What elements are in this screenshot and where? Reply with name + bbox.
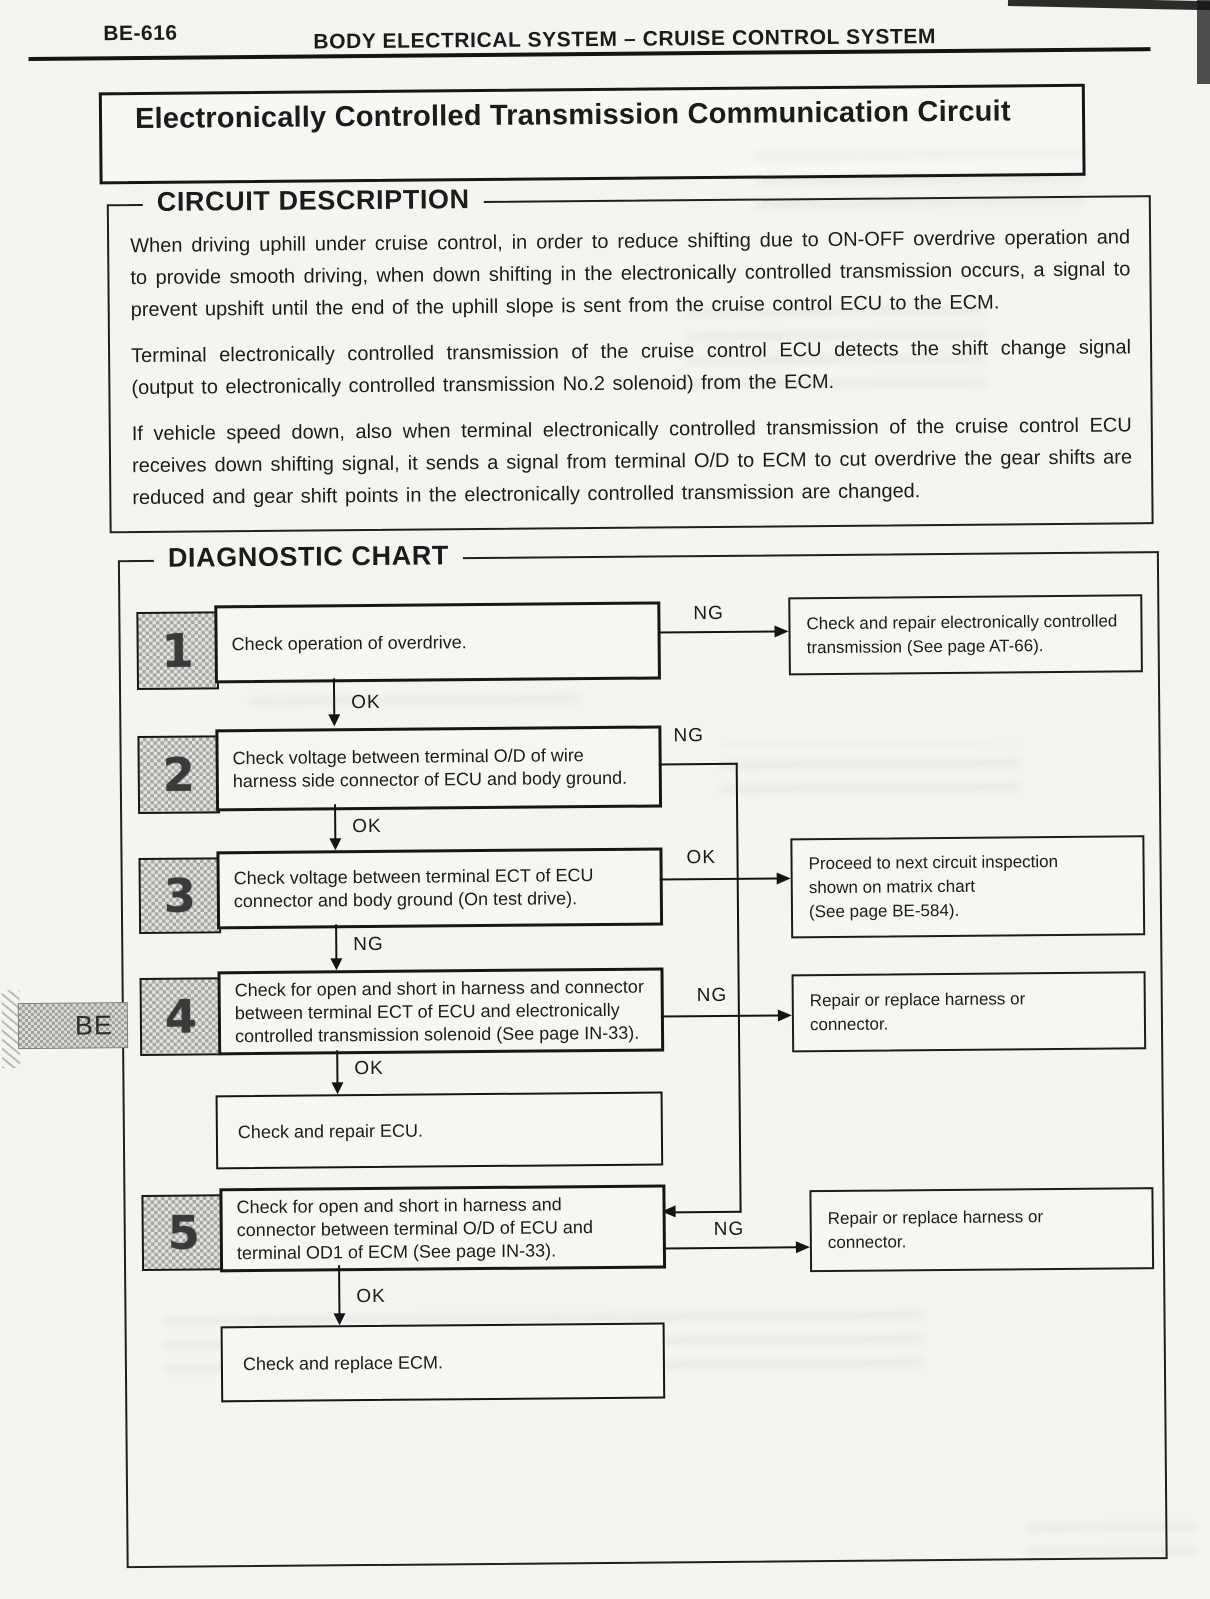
circuit-description-paragraph: When driving uphill under cruise control, in order to reduce shifting due to ON-OFF overdrive operation and to provide smooth driving, when down shifting in the electronically controlled transmission occurs, a signal to prevent upshift until the end of the uphill slope is sent from the cruise control ECU to the ECM. <box>130 226 1131 322</box>
document-title: Electronically Controlled Transmission Communication Circuit <box>134 95 1011 136</box>
step-1-text: Check operation of overdrive. <box>231 631 467 654</box>
step-1-ng-arrowhead <box>774 625 788 637</box>
step-5-ok-line <box>338 1265 340 1315</box>
step-5-ng-result-text: Repair or replace harness or connector. <box>827 1207 1044 1253</box>
diagnostic-chart-box <box>118 551 1168 1568</box>
step-1-ok-line <box>333 678 335 716</box>
step-5-ok-arrowhead <box>333 1313 345 1325</box>
step-3-ng-arrowhead <box>330 958 342 970</box>
diagnostic-chart-heading: DIAGNOSTIC CHART <box>154 540 463 574</box>
step-1-ng-label: NG <box>693 602 724 625</box>
step-3-ok-arrowhead <box>777 872 791 884</box>
step-3-text: Check voltage between terminal ECT of ECU connector and body ground (On test drive). <box>233 865 594 912</box>
step-3-ng-line <box>335 924 337 960</box>
step-1-number: 1 <box>136 611 219 690</box>
check-replace-ecm-box <box>221 1322 666 1402</box>
step-1-ok-label: OK <box>351 691 381 714</box>
step-5-text: Check for open and short in harness and connector between terminal O/D of ECU and terminal OD1 of ECM (See page IN-33). <box>236 1193 593 1263</box>
step-5-ok-label: OK <box>356 1285 386 1308</box>
page-number: BE-616 <box>103 21 178 46</box>
step-4-ng-arrowhead <box>778 1009 792 1021</box>
check-replace-ecm-text: Check and replace ECM. <box>242 1351 444 1374</box>
step-4-ng-result-text: Repair or replace harness or connector. <box>809 989 1026 1035</box>
step-4-ok-line <box>336 1050 338 1084</box>
step-1-ng-result-box <box>788 594 1143 675</box>
circuit-description-paragraph: Terminal electronically controlled transmission of the cruise control ECU detects the shift change signal (output to electronically controlled transmission No.2 solenoid) from the ECM. <box>131 336 1132 400</box>
step-3-ok-result-text: Proceed to next circuit inspection shown on matrix chart (See page BE-584). <box>808 852 1059 922</box>
step-3-number: 3 <box>138 857 221 934</box>
circuit-description-body <box>130 221 1133 528</box>
step-2-ok-line <box>334 804 336 840</box>
step-1-ok-arrowhead <box>328 714 340 726</box>
step-4-text: Check for open and short in harness and connector between terminal ECT of ECU and electronically controlled transmission solenoid (See page IN-33). <box>234 976 644 1046</box>
step-1-box <box>214 601 661 683</box>
step-3-ok-label: OK <box>686 846 717 869</box>
step-5-box <box>219 1184 666 1272</box>
step-4-ng-result-box <box>792 971 1147 1052</box>
step-5-ng-result-box <box>809 1187 1154 1272</box>
step-4-ng-label: NG <box>696 984 728 1007</box>
step-3-box <box>216 847 663 929</box>
step-5-ng-arrowhead <box>796 1241 810 1253</box>
step-2-ok-label: OK <box>352 815 382 838</box>
document-title-box <box>99 84 1086 185</box>
step-3-ng-label: NG <box>353 933 384 956</box>
circuit-description-paragraph: If vehicle speed down, also when terminal electronically controlled transmission of the cruise control ECU receives down shifting signal, it sends a signal from terminal O/D to ECM to cut overdrive the gear shifts are reduced and gear shift points in the electronically controlled transmission are changed. <box>131 414 1133 510</box>
step-1-ng-result-text: Check and repair electronically controlled transmission (See page AT-66). <box>806 611 1118 658</box>
step-4-ok-arrowhead <box>331 1082 343 1094</box>
step-2-box <box>215 725 662 811</box>
step-4-box <box>217 967 664 1055</box>
step-4-number: 4 <box>140 977 223 1056</box>
page-header-title: BODY ELECTRICAL SYSTEM – CRUISE CONTROL SYSTEM <box>313 25 937 54</box>
step-4-ok-label: OK <box>354 1057 384 1080</box>
check-repair-ecu-text: Check and repair ECU. <box>237 1120 424 1142</box>
step-5-number: 5 <box>141 1194 226 1271</box>
step-2-ng-label: NG <box>673 725 705 747</box>
circuit-description-heading: CIRCUIT DESCRIPTION <box>143 184 484 218</box>
step-2-text: Check voltage between terminal O/D of wire harness side connector of ECU and body ground. <box>232 745 628 792</box>
step-3-ok-result-box <box>790 835 1145 938</box>
section-tab-be: BE <box>18 1002 128 1049</box>
step-5-ng-label: NG <box>713 1218 745 1241</box>
check-repair-ecu-box <box>216 1091 664 1169</box>
step-2-ok-arrowhead <box>329 838 341 850</box>
step-2-number: 2 <box>137 735 220 814</box>
